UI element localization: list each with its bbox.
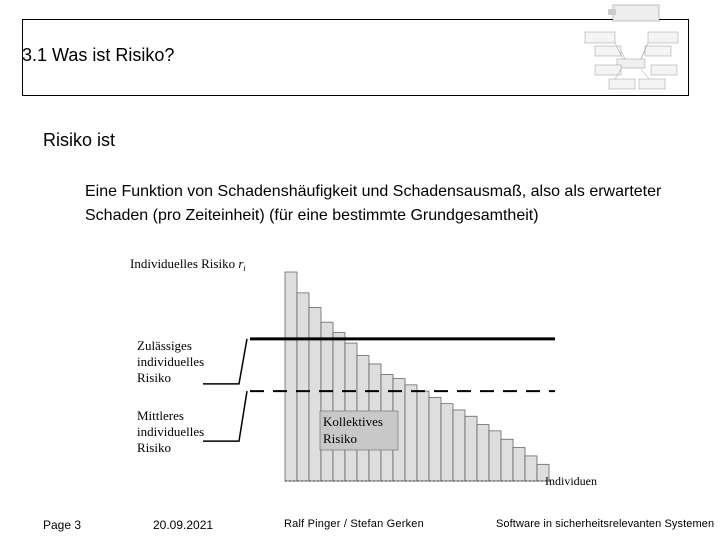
collective-risk-label: Kollektives Risiko	[323, 414, 383, 446]
risk-bar	[285, 272, 297, 481]
risk-bar	[525, 456, 537, 481]
footer-course: Software in sicherheitsrelevanten Systemen	[496, 518, 715, 530]
risk-bar	[453, 410, 465, 481]
y-axis-label: Individuelles Risiko $r_i$	[130, 256, 246, 273]
risk-bar	[405, 385, 417, 481]
risk-bar	[441, 404, 453, 481]
risk-bar	[513, 448, 525, 481]
allowed-risk-label: Zulässiges individuelles Risiko	[137, 338, 205, 385]
risk-bar	[489, 431, 501, 481]
definition-text: Eine Funktion von Schadenshäufigkeit und Schadensausmaß, also als erwarteter Schaden (pro Zeiteinheit) (für eine bestimmte Grundgesamtheit)	[85, 183, 662, 224]
risk-bar	[417, 391, 429, 481]
risk-bar	[321, 322, 333, 481]
allowed-risk-bracket	[203, 339, 247, 384]
slide-title: 3.1 Was ist Risiko?	[22, 45, 175, 65]
risk-bar	[501, 439, 513, 481]
risk-bar	[477, 425, 489, 481]
risk-bar	[309, 308, 321, 481]
x-axis-label: Individuen	[545, 474, 597, 488]
risk-bar	[429, 397, 441, 481]
mean-risk-bracket	[203, 391, 247, 441]
risk-bar	[465, 416, 477, 481]
footer-page: Page 3	[43, 518, 82, 532]
intro-text: Risiko ist	[43, 130, 116, 150]
risk-figure	[125, 248, 615, 493]
risk-bar	[297, 293, 309, 481]
risk-bar	[333, 333, 345, 481]
footer-date: 20.09.2021	[153, 518, 214, 532]
footer-authors: Ralf Pinger / Stefan Gerken	[284, 518, 424, 530]
process-model-thumbnail	[563, 3, 681, 91]
mean-risk-label: Mittleres individuelles Risiko	[137, 408, 205, 455]
